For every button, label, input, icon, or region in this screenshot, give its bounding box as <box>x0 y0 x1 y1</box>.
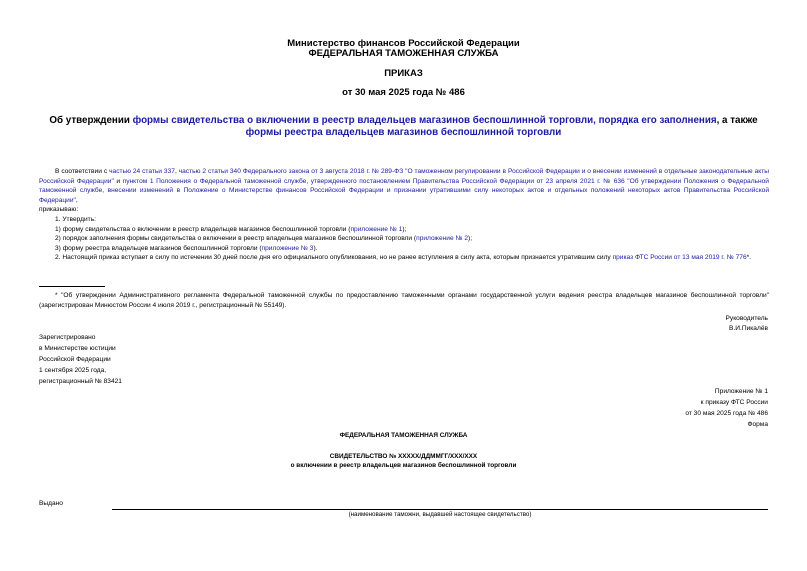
link-appendix-3[interactable]: приложение № 3 <box>261 244 314 252</box>
footnote-text: * "Об утверждении Административного регламента Федеральной таможенной службы по предоставлению таможенными органами государственной услуги ведения реестра владельцев магазинов беспошлинной торговли" (зарегистрирован Минюстом России 4 июля 2019 г., регистрационный № 55149). <box>39 292 769 309</box>
preamble-text-3: и <box>113 177 123 185</box>
item-1-1-text: 1) форму свидетельства о включении в реестр владельцев магазинов беспошлинной торговли ( <box>55 225 351 233</box>
signature-name: В.И.Пикалёв <box>729 325 768 332</box>
document-title <box>40 115 767 139</box>
link-order-776[interactable]: приказ ФТС России от 13 мая 2019 г. № 776 <box>612 254 747 262</box>
issued-caption: (наименование таможни, выдавшей настоящее свидетельство) <box>348 511 532 518</box>
preamble-text-2: , <box>174 168 179 175</box>
document-body <box>39 167 769 263</box>
link-federal-law-289[interactable]: частью 2 статьи 340 Федерального закона от 3 августа 2018 г. № 289-ФЗ "О таможенном регулировании в Российской Федерации и о внесении изменений в отдельные законодательные акты Российской Федерации" <box>39 168 769 185</box>
preamble-paragraph <box>39 167 769 205</box>
appendix-line-4: Форма <box>747 421 768 428</box>
item-1-1 <box>39 225 769 235</box>
link-appendix-2[interactable]: приложение № 2 <box>416 235 469 243</box>
link-appendix-1[interactable]: приложение № 1 <box>350 225 403 233</box>
title-middle: , а также <box>716 115 758 126</box>
registration-line-4: 1 сентября 2025 года, <box>39 367 107 374</box>
item-2-end: *. <box>746 254 752 262</box>
registration-line-2: в Министерстве юстиции <box>39 345 116 352</box>
link-part-24-article-337[interactable]: частью 24 статьи 337 <box>109 168 175 175</box>
registration-line-1: Зарегистрировано <box>39 334 96 341</box>
appendix-line-3: от 30 мая 2025 года № 486 <box>685 410 768 417</box>
footnote-divider <box>39 286 105 287</box>
title-link-certificate-form[interactable]: формы свидетельства о включении в реестр владельцев магазинов беспошлинной торговли, порядка его заполнения <box>132 115 717 126</box>
document-date-number: от 30 мая 2025 года № 486 <box>342 87 465 98</box>
certificate-title: СВИДЕТЕЛЬСТВО № XXXXX/ДДММГГ/XXX/XXX <box>329 453 478 460</box>
title-prefix: Об утверждении <box>49 115 133 126</box>
title-link-registry-form[interactable]: формы реестра владельцев магазинов беспошлинной торговли <box>245 127 562 138</box>
signature-role: Руководитель <box>725 315 768 322</box>
preamble-text-4: , <box>75 196 78 204</box>
appendix-block <box>685 386 768 430</box>
registration-line-5: регистрационный № 83421 <box>39 378 122 385</box>
item-1-2-end: ); <box>468 235 473 243</box>
item-1-2 <box>39 234 769 244</box>
item-1-1-end: ); <box>402 225 407 233</box>
certificate-subtitle: о включении в реестр владельцев магазинов беспошлинной торговли <box>290 462 517 469</box>
item-1-2-text: 2) порядок заполнения формы свидетельства о включении в реестр владельцев магазинов беспошлинной торговли ( <box>55 235 417 243</box>
appendix-line-1: Приложение № 1 <box>714 388 768 395</box>
preamble-text-1: В соответствии с <box>55 168 110 175</box>
order-word: приказываю: <box>39 206 79 214</box>
ministry-name: Министерство финансов Российской Федерации <box>287 38 520 49</box>
item-1-3 <box>39 244 769 254</box>
signature-block <box>726 314 768 334</box>
item-2-text: 2. Настоящий приказ вступает в силу по истечении 30 дней после дня его официального опубликования, но не ранее вступления в силу акта, которым признается утратившим силу <box>55 254 613 262</box>
form-service-name: ФЕДЕРАЛЬНАЯ ТАМОЖЕННАЯ СЛУЖБА <box>339 432 468 439</box>
item-1-3-text: 3) форму реестра владельцев магазинов беспошлинной торговли ( <box>55 244 262 252</box>
document-type: ПРИКАЗ <box>384 68 423 79</box>
item-2 <box>39 253 769 263</box>
item-1: 1. Утвердить: <box>55 215 96 223</box>
item-1-3-end: ). <box>313 244 318 252</box>
appendix-line-2: к приказу ФТС России <box>700 399 768 406</box>
footnote <box>39 291 769 310</box>
issued-label: Выдано <box>39 500 63 507</box>
registration-block <box>39 332 122 387</box>
service-name: ФЕДЕРАЛЬНАЯ ТАМОЖЕННАЯ СЛУЖБА <box>308 48 499 59</box>
link-regulation-636[interactable]: пунктом 1 Положения о Федеральной таможенной службе, утвержденного постановлением Правительства Российской Федерации от 23 апреля 2021 г. № 636 "Об утверждении Положения о Федеральной таможенной службе, внесении изменений в Положение о Министерстве финансов Российской Федерации и признании утратившими силу некоторых актов и отдельных положений некоторых актов Правительства Российской Федерации" <box>39 177 769 204</box>
registration-line-3: Российской Федерации <box>39 356 111 363</box>
